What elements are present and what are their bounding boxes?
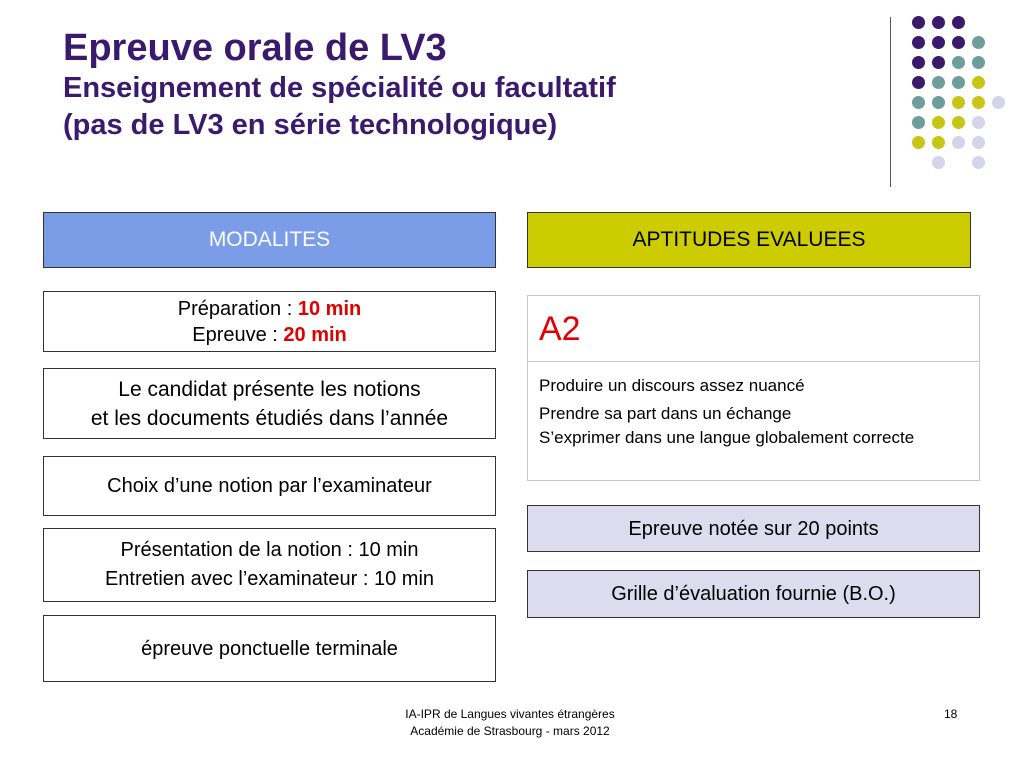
footer-line-1: IA-IPR de Langues vivantes étrangères (405, 707, 615, 721)
decorative-dot (952, 56, 965, 69)
decorative-dot (952, 136, 965, 149)
aptitudes-header (527, 212, 971, 268)
decorative-dot (932, 156, 945, 169)
preparation-value: 10 min (297, 297, 362, 320)
title-sub-2: (pas de LV3 en série technologique) (63, 109, 558, 141)
decorative-dot (932, 136, 945, 149)
modalites-header (43, 212, 496, 268)
epreuve-line (192, 322, 347, 348)
decorative-dot (912, 96, 925, 109)
ponctuelle-box (43, 615, 496, 682)
title-sub-1: Enseignement de spécialité ou facultatif (63, 72, 616, 104)
presentation-line-2: Entretien avec l’examinateur : 10 min (104, 568, 435, 590)
decorative-dot (912, 116, 925, 129)
aptitude-item: Produire un discours assez nuancé (539, 376, 805, 395)
candidat-line-2: et les documents étudiés dans l’année (90, 406, 449, 430)
decorative-dot (912, 36, 925, 49)
decorative-dot (992, 96, 1005, 109)
timing-box (43, 291, 496, 352)
decorative-dot (952, 16, 965, 29)
decorative-dot (972, 76, 985, 89)
choix-text: Choix d’une notion par l’examinateur (107, 475, 432, 497)
candidat-line-1: Le candidat présente les notions (118, 377, 421, 401)
decorative-dot (972, 116, 985, 129)
decorative-dot (912, 56, 925, 69)
aptitude-item: Prendre sa part dans un échange (539, 404, 792, 423)
presentation-line-1: Présentation de la notion : 10 min (120, 539, 419, 561)
grille-box (527, 570, 980, 618)
epreuve-value: 20 min (283, 323, 347, 346)
decorative-dot (952, 116, 965, 129)
preparation-label: Préparation : (177, 297, 298, 320)
decorative-dot (932, 56, 945, 69)
decorative-dot (972, 36, 985, 49)
presentation-box (43, 528, 496, 602)
footer (300, 706, 720, 740)
decorative-dot (932, 76, 945, 89)
decorative-dot (932, 36, 945, 49)
decorative-dot (912, 136, 925, 149)
note-text: Epreuve notée sur 20 points (628, 517, 879, 540)
decorative-dot (912, 16, 925, 29)
decorative-dot (972, 96, 985, 109)
decorative-dot (932, 96, 945, 109)
decorative-dot (912, 76, 925, 89)
decorative-dot (952, 96, 965, 109)
decorative-dot (952, 76, 965, 89)
decorative-dot (932, 116, 945, 129)
footer-line-2: Académie de Strasbourg - mars 2012 (410, 724, 610, 738)
decorative-dot (972, 136, 985, 149)
decorative-dot (932, 16, 945, 29)
decorative-dot (972, 56, 985, 69)
note-box (527, 505, 980, 552)
decorative-dot (952, 36, 965, 49)
aptitudes-header-label: APTITUDES EVALUEES (632, 228, 866, 251)
decorative-dot (972, 156, 985, 169)
aptitude-item: S’exprimer dans une langue globalement correcte (539, 428, 915, 447)
grille-text: Grille d’évaluation fournie (B.O.) (611, 583, 896, 605)
a2-level: A2 (528, 296, 979, 362)
preparation-line (178, 296, 361, 322)
modalites-header-label: MODALITES (208, 228, 331, 251)
candidat-box (43, 368, 496, 439)
decorative-dot-grid (0, 0, 1024, 200)
title-main: Epreuve orale de LV3 (63, 27, 447, 69)
ponctuelle-text: épreuve ponctuelle terminale (141, 637, 398, 660)
a2-table (527, 295, 980, 481)
choix-box (43, 456, 496, 516)
page-number: 18 (944, 707, 958, 721)
epreuve-label: Epreuve : (192, 323, 284, 346)
aptitudes-list (528, 362, 979, 448)
